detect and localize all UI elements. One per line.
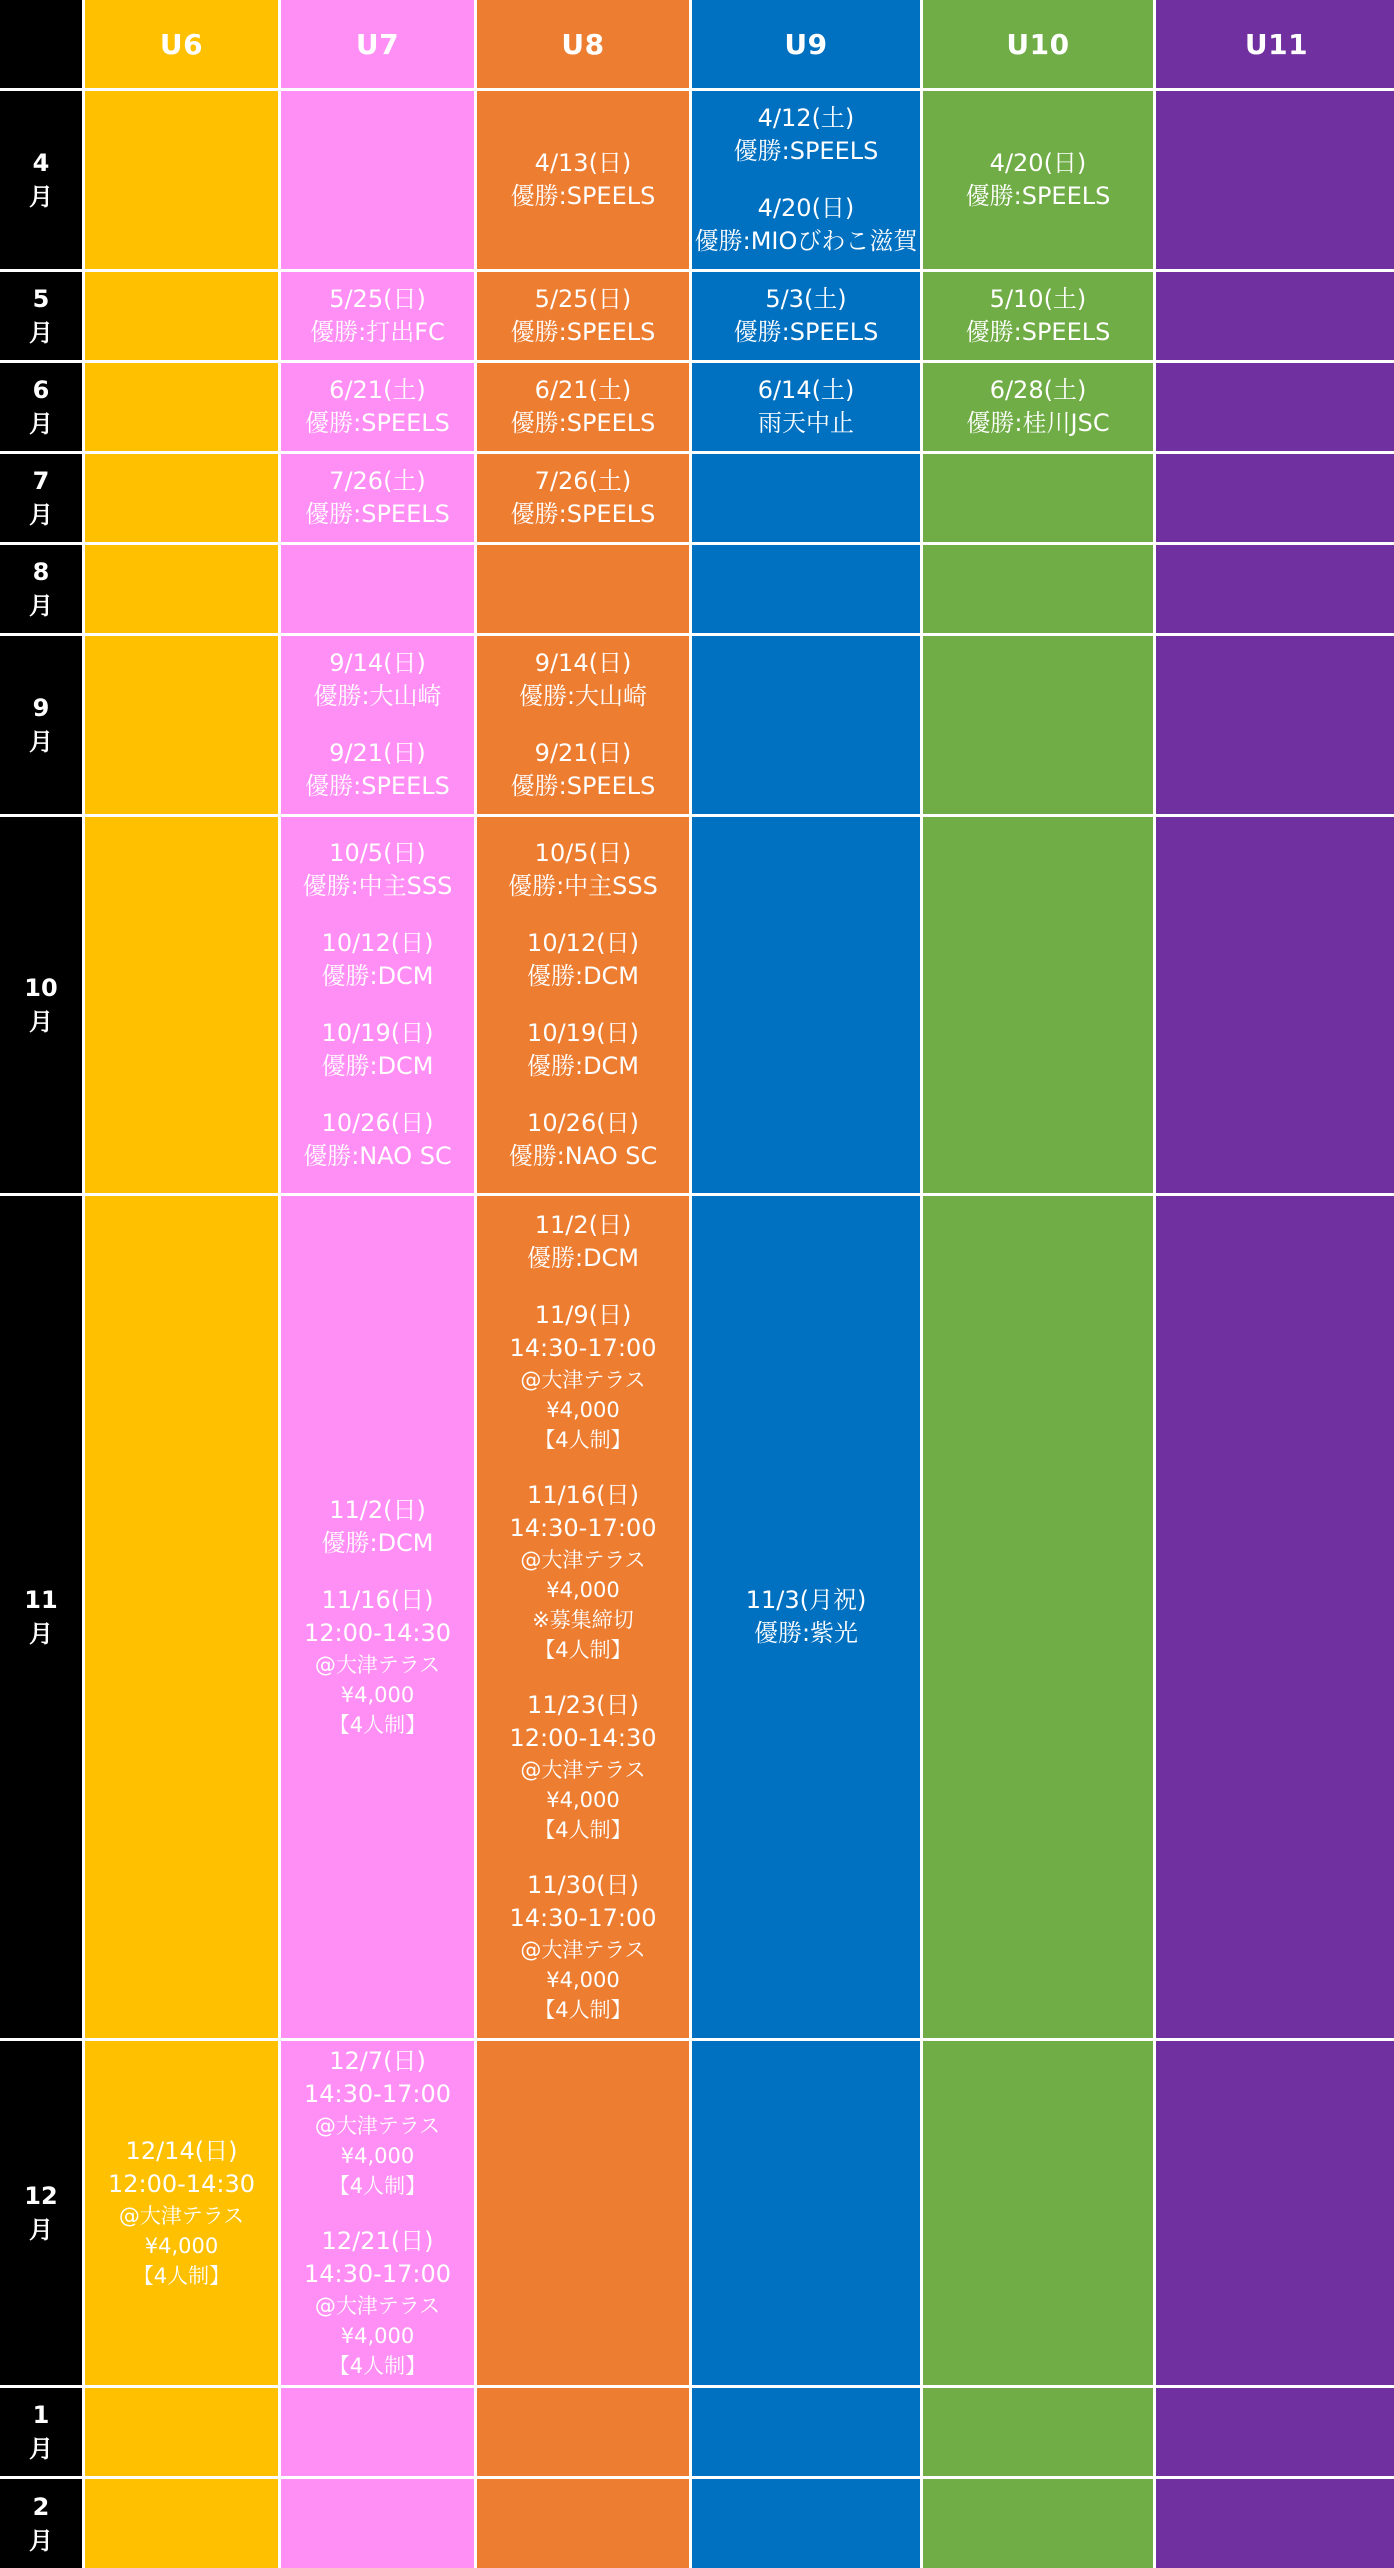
event-detail: 12:00-14:30 <box>304 1619 451 1647</box>
event-winner: 優勝:NAO SC <box>303 1142 452 1170</box>
cell-jun-u11 <box>1156 363 1394 451</box>
event-date: 5/10(土) <box>989 285 1087 313</box>
event-date: 11/2(日) <box>329 1496 426 1524</box>
cell-jan-u7 <box>281 2388 474 2476</box>
cell-nov-u9 <box>692 1196 920 2038</box>
event-detail: @大津テラス <box>118 2204 245 2228</box>
event-entry <box>313 647 441 713</box>
event-date: 10/26(日) <box>321 1109 434 1137</box>
month-number: 1 <box>32 2401 50 2429</box>
event-winner: 優勝:SPEELS <box>965 182 1111 210</box>
month-number: 8 <box>32 558 50 586</box>
cell-dec-u6 <box>85 2041 278 2385</box>
cell-sep-u7 <box>281 636 474 814</box>
cell-apr-u9 <box>692 91 920 269</box>
event-detail: 雨天中止 <box>758 409 854 437</box>
event-date: 6/21(土) <box>534 376 632 404</box>
event-detail: 14:30-17:00 <box>509 1904 657 1932</box>
month-suffix: 月 <box>29 501 53 529</box>
cell-jul-u7 <box>281 454 474 542</box>
event-date: 6/21(土) <box>329 376 426 404</box>
cell-dec-u11 <box>1156 2041 1394 2385</box>
cell-jul-u10 <box>923 454 1153 542</box>
event-date: 10/12(日) <box>527 929 639 957</box>
cell-oct-u7 <box>281 817 474 1193</box>
event-entry <box>966 147 1111 213</box>
event-winner: 優勝:SPEELS <box>305 500 450 528</box>
month-suffix: 月 <box>29 2526 53 2555</box>
cell-nov-u10 <box>923 1196 1153 2038</box>
cell-sep-u10 <box>923 636 1153 814</box>
event-entry <box>966 374 1109 440</box>
event-detail: ¥4,000 <box>546 1578 620 1602</box>
month-suffix: 月 <box>29 1008 53 1036</box>
cell-jan-u8 <box>477 2388 689 2476</box>
cell-feb-u11 <box>1156 2479 1394 2568</box>
cell-may-u8 <box>477 272 689 360</box>
event-detail: 【4人制】 <box>132 2264 231 2288</box>
cell-nov-u7 <box>281 1196 474 2038</box>
event-winner: 優勝:SPEELS <box>510 500 656 528</box>
event-entry <box>734 283 879 349</box>
cell-apr-u8 <box>477 91 689 269</box>
event-detail: ¥4,000 <box>546 1788 620 1812</box>
header-corner <box>0 0 82 88</box>
event-entry <box>527 927 639 993</box>
event-detail: ¥4,000 <box>546 1968 620 1992</box>
column-header-u6: U6 <box>85 0 278 88</box>
event-date: 10/19(日) <box>527 1019 639 1047</box>
month-label-dec <box>0 2041 82 2385</box>
event-detail: 【4人制】 <box>534 1428 632 1452</box>
event-detail: ¥4,000 <box>340 1683 415 1707</box>
event-date: 11/3(月祝) <box>745 1586 867 1614</box>
event-winner: 優勝:DCM <box>321 1052 434 1080</box>
event-date: 10/5(日) <box>329 839 426 867</box>
event-date: 9/14(日) <box>329 649 426 677</box>
event-entry <box>509 1107 658 1173</box>
event-date: 5/25(日) <box>329 285 426 313</box>
cell-oct-u9 <box>692 817 920 1193</box>
cell-jun-u6 <box>85 363 278 451</box>
cell-aug-u7 <box>281 545 474 633</box>
event-date: 11/9(日) <box>534 1301 632 1329</box>
cell-feb-u9 <box>692 2479 920 2568</box>
event-detail: ¥4,000 <box>546 1398 620 1422</box>
cell-jul-u6 <box>85 454 278 542</box>
event-date: 10/5(日) <box>534 839 632 867</box>
cell-sep-u11 <box>1156 636 1394 814</box>
event-date: 11/23(日) <box>527 1691 639 1719</box>
month-number: 5 <box>32 285 50 313</box>
column-header-u9: U9 <box>692 0 920 88</box>
event-entry <box>508 837 658 903</box>
month-label-jan <box>0 2388 82 2476</box>
event-winner: 優勝:SPEELS <box>733 137 879 165</box>
event-entry <box>305 374 450 440</box>
cell-jun-u9 <box>692 363 920 451</box>
event-date: 9/14(日) <box>534 649 632 677</box>
event-date: 11/16(日) <box>321 1586 434 1614</box>
cell-apr-u6 <box>85 91 278 269</box>
cell-jan-u10 <box>923 2388 1153 2476</box>
cell-dec-u8 <box>477 2041 689 2385</box>
cell-dec-u10 <box>923 2041 1153 2385</box>
cell-aug-u6 <box>85 545 278 633</box>
month-suffix: 月 <box>29 183 53 211</box>
cell-feb-u8 <box>477 2479 689 2568</box>
event-detail: 【4人制】 <box>534 1998 632 2022</box>
month-number: 4 <box>32 149 50 177</box>
cell-jul-u8 <box>477 454 689 542</box>
event-winner: 優勝:SPEELS <box>510 318 656 346</box>
month-label-sep <box>0 636 82 814</box>
event-winner: 優勝:DCM <box>321 1529 434 1557</box>
month-suffix: 月 <box>29 410 53 438</box>
event-winner: 優勝:桂川JSC <box>966 409 1110 437</box>
event-entry <box>695 192 918 258</box>
cell-oct-u11 <box>1156 817 1394 1193</box>
cell-nov-u11 <box>1156 1196 1394 2038</box>
event-winner: 優勝:紫光 <box>753 1619 859 1647</box>
month-suffix: 月 <box>29 319 53 347</box>
event-detail: 【4人制】 <box>534 1638 632 1662</box>
cell-nov-u6 <box>85 1196 278 2038</box>
event-entry <box>305 465 450 531</box>
event-date: 10/12(日) <box>321 929 434 957</box>
event-date: 12/21(日) <box>321 2227 434 2255</box>
event-entry <box>321 927 433 993</box>
month-label-jun <box>0 363 82 451</box>
event-date: 9/21(日) <box>329 739 426 767</box>
cell-may-u9 <box>692 272 920 360</box>
event-date: 7/26(土) <box>534 467 632 495</box>
event-entry <box>321 1494 433 1560</box>
cell-jan-u9 <box>692 2388 920 2476</box>
column-header-u10: U10 <box>923 0 1153 88</box>
event-entry <box>527 1209 639 1275</box>
month-suffix: 月 <box>29 728 53 756</box>
cell-may-u10 <box>923 272 1153 360</box>
event-winner: 優勝:打出FC <box>310 318 445 346</box>
event-date: 4/12(土) <box>757 104 855 132</box>
column-header-u7: U7 <box>281 0 474 88</box>
event-detail: ¥4,000 <box>340 2324 415 2348</box>
event-detail: 12:00-14:30 <box>108 2170 255 2198</box>
event-winner: 優勝:DCM <box>526 1244 640 1272</box>
cell-oct-u8 <box>477 817 689 1193</box>
cell-oct-u10 <box>923 817 1153 1193</box>
event-detail: 14:30-17:00 <box>509 1334 657 1362</box>
column-header-u8: U8 <box>477 0 689 88</box>
event-entry <box>510 1689 657 1845</box>
event-winner: 優勝:大山崎 <box>518 682 648 710</box>
event-date: 10/19(日) <box>321 1019 434 1047</box>
event-entry <box>303 1107 452 1173</box>
month-number: 6 <box>32 376 50 404</box>
cell-aug-u10 <box>923 545 1153 633</box>
event-entry <box>510 1479 657 1665</box>
event-date: 12/14(日) <box>125 2137 238 2165</box>
cell-jun-u7 <box>281 363 474 451</box>
month-label-apr <box>0 91 82 269</box>
event-winner: 優勝:SPEELS <box>510 772 656 800</box>
cell-oct-u6 <box>85 817 278 1193</box>
event-detail: @大津テラス <box>520 1938 646 1962</box>
cell-aug-u9 <box>692 545 920 633</box>
event-entry <box>510 1869 657 2025</box>
event-entry <box>527 1017 639 1083</box>
cell-may-u6 <box>85 272 278 360</box>
month-number: 12 <box>24 2182 58 2210</box>
month-number: 10 <box>24 974 58 1002</box>
cell-may-u11 <box>1156 272 1394 360</box>
event-date: 11/30(日) <box>527 1871 639 1899</box>
event-entry <box>310 283 445 349</box>
event-date: 4/20(日) <box>757 194 855 222</box>
event-date: 6/14(土) <box>757 376 855 404</box>
event-winner: 優勝:MIOびわこ滋賀 <box>694 227 918 255</box>
cell-aug-u8 <box>477 545 689 633</box>
column-header-u11: U11 <box>1156 0 1394 88</box>
event-detail: 【4人制】 <box>534 1818 632 1842</box>
cell-jun-u8 <box>477 363 689 451</box>
month-label-jul <box>0 454 82 542</box>
event-detail: @大津テラス <box>314 1653 441 1677</box>
event-entry <box>519 647 647 713</box>
event-detail: @大津テラス <box>520 1758 646 1782</box>
event-date: 4/13(日) <box>534 149 632 177</box>
event-entry <box>305 737 450 803</box>
event-date: 10/26(日) <box>527 1109 639 1137</box>
event-detail: @大津テラス <box>520 1548 646 1572</box>
event-detail: @大津テラス <box>314 2114 441 2138</box>
month-label-nov <box>0 1196 82 2038</box>
event-winner: 優勝:SPEELS <box>305 772 450 800</box>
cell-may-u7 <box>281 272 474 360</box>
cell-jul-u9 <box>692 454 920 542</box>
event-winner: 優勝:中主SSS <box>302 872 453 900</box>
event-entry <box>510 1299 657 1455</box>
event-date: 11/16(日) <box>527 1481 639 1509</box>
event-detail: @大津テラス <box>520 1368 646 1392</box>
cell-dec-u7 <box>281 2041 474 2385</box>
event-entry <box>321 1017 433 1083</box>
event-date: 9/21(日) <box>534 739 632 767</box>
event-entry <box>511 283 656 349</box>
event-date: 7/26(土) <box>329 467 426 495</box>
event-winner: 優勝:NAO SC <box>508 1142 658 1170</box>
cell-nov-u8 <box>477 1196 689 2038</box>
month-suffix: 月 <box>29 2435 53 2463</box>
month-label-feb <box>0 2479 82 2568</box>
month-number: 9 <box>32 694 50 722</box>
event-winner: 優勝:SPEELS <box>305 409 450 437</box>
event-entry <box>734 102 879 168</box>
event-detail: ¥4,000 <box>144 2234 219 2258</box>
event-entry <box>108 2135 255 2291</box>
month-suffix: 月 <box>29 592 53 620</box>
event-entry <box>304 2225 451 2381</box>
event-detail: 14:30-17:00 <box>304 2080 451 2108</box>
event-winner: 優勝:大山崎 <box>313 682 442 710</box>
event-detail: ※募集締切 <box>532 1608 634 1632</box>
cell-apr-u7 <box>281 91 474 269</box>
event-entry <box>511 465 656 531</box>
month-label-may <box>0 272 82 360</box>
cell-apr-u11 <box>1156 91 1394 269</box>
event-date: 12/7(日) <box>329 2047 426 2075</box>
month-label-aug <box>0 545 82 633</box>
event-detail: 【4人制】 <box>328 1713 427 1737</box>
event-entry <box>304 2045 451 2201</box>
event-entry <box>746 1584 867 1650</box>
event-date: 5/3(土) <box>765 285 847 313</box>
event-detail: 14:30-17:00 <box>304 2260 451 2288</box>
cell-sep-u6 <box>85 636 278 814</box>
cell-apr-u10 <box>923 91 1153 269</box>
event-entry <box>966 283 1111 349</box>
cell-aug-u11 <box>1156 545 1394 633</box>
event-detail: 【4人制】 <box>328 2174 427 2198</box>
event-winner: 優勝:SPEELS <box>510 409 656 437</box>
month-number: 7 <box>32 467 50 495</box>
month-number: 2 <box>32 2492 50 2521</box>
event-entry <box>303 837 453 903</box>
event-detail: ¥4,000 <box>340 2144 415 2168</box>
event-winner: 優勝:DCM <box>526 1052 640 1080</box>
event-winner: 優勝:中主SSS <box>508 872 658 900</box>
cell-jun-u10 <box>923 363 1153 451</box>
cell-feb-u7 <box>281 2479 474 2568</box>
event-entry <box>511 374 656 440</box>
cell-feb-u10 <box>923 2479 1153 2568</box>
event-detail: 【4人制】 <box>328 2354 427 2378</box>
event-date: 11/2(日) <box>534 1211 632 1239</box>
event-winner: 優勝:SPEELS <box>965 318 1111 346</box>
event-date: 6/28(土) <box>989 376 1087 404</box>
event-entry <box>304 1584 451 1740</box>
month-suffix: 月 <box>29 1620 53 1648</box>
cell-jan-u6 <box>85 2388 278 2476</box>
event-date: 5/25(日) <box>534 285 632 313</box>
cell-dec-u9 <box>692 2041 920 2385</box>
event-detail: @大津テラス <box>314 2294 441 2318</box>
cell-sep-u8 <box>477 636 689 814</box>
event-winner: 優勝:DCM <box>321 962 434 990</box>
event-winner: 優勝:SPEELS <box>510 182 656 210</box>
event-detail: 14:30-17:00 <box>509 1514 657 1542</box>
event-winner: 優勝:DCM <box>526 962 640 990</box>
month-label-oct <box>0 817 82 1193</box>
month-number: 11 <box>24 1586 58 1614</box>
cell-sep-u9 <box>692 636 920 814</box>
cell-feb-u6 <box>85 2479 278 2568</box>
cell-jan-u11 <box>1156 2388 1394 2476</box>
cell-jul-u11 <box>1156 454 1394 542</box>
event-entry <box>758 374 855 440</box>
event-detail: 12:00-14:30 <box>509 1724 657 1752</box>
event-entry <box>511 147 656 213</box>
event-date: 4/20(日) <box>989 149 1087 177</box>
month-suffix: 月 <box>29 2216 53 2244</box>
event-entry <box>511 737 656 803</box>
event-winner: 優勝:SPEELS <box>733 318 879 346</box>
